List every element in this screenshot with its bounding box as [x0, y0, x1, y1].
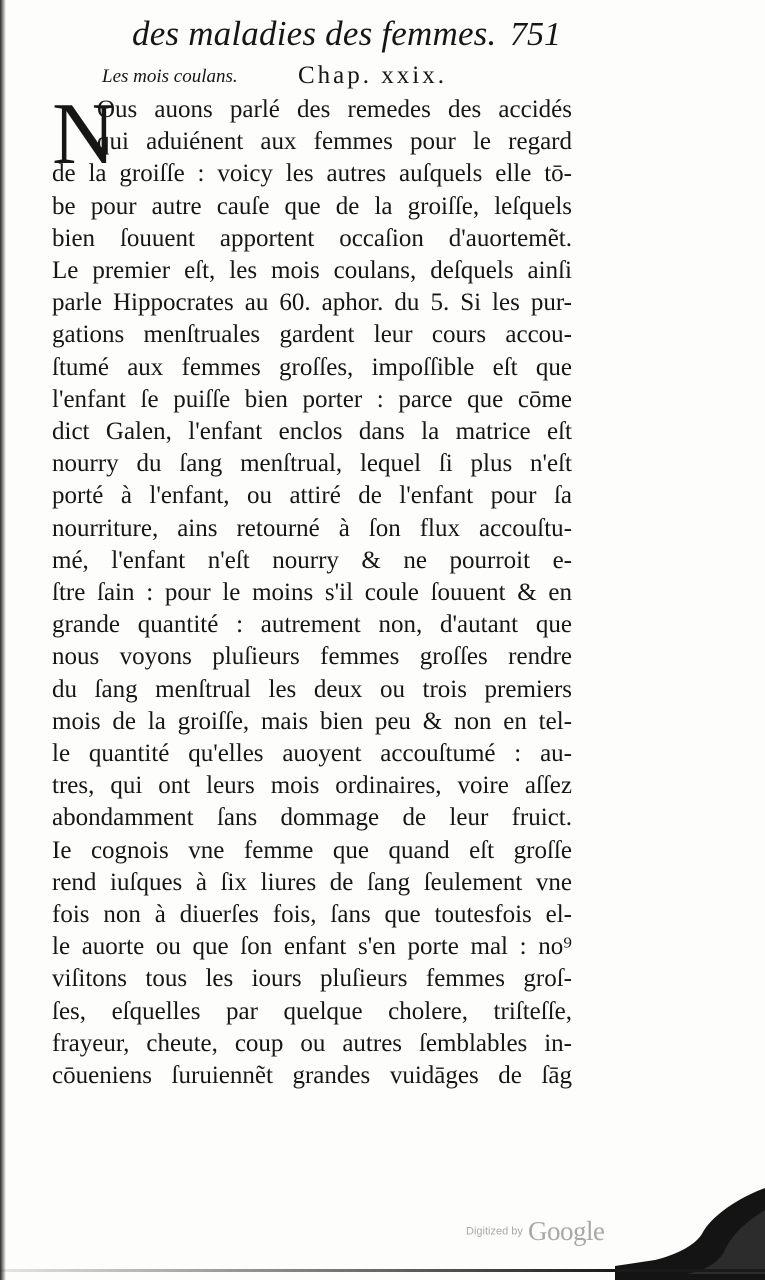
scan-gutter-shadow [0, 0, 6, 1280]
text-line: dict Galen, l'enfant enclos dans la matrice eſt [52, 418, 572, 445]
running-title: des maladies des femmes. [132, 14, 497, 53]
text-line: grande quantité : autrement non, d'autant que [52, 611, 572, 639]
text-line: de la groiſſe : voicy les autres auſquels elle tō- [52, 160, 572, 188]
section-heading-line [102, 62, 562, 92]
page-number: 751 [510, 16, 561, 53]
text-line: ſtre ſain : pour le moins s'il coule ſouuent & en [52, 579, 572, 606]
text-line: nous voyons pluſieurs femmes groſſes rendre [52, 643, 572, 671]
text-line: le auorte ou que ſon enfant s'en porte mal : no⁹ [52, 933, 572, 961]
text-line: viſitons tous les iours pluſieurs femmes groſ- [52, 965, 572, 993]
text-line: frayeur, cheute, coup ou autres ſemblables in- [52, 1029, 572, 1057]
text-line: tres, qui ont leurs mois ordinaires, voire aſſez [52, 772, 572, 800]
text-line: cōueniens ſuruiennẽt grandes vuidāges de ſāg [52, 1062, 572, 1089]
text-line: porté à l'enfant, ou attiré de l'enfant pour ſa [52, 482, 572, 510]
text-line: be pour autre cauſe que de la groiſſe, leſquels [52, 192, 572, 220]
text-line: abondamment ſans dommage de leur fruict. [52, 804, 572, 832]
text-line: l'enfant ſe puiſſe bien porter : parce que cōme [52, 385, 572, 413]
page-binding-curl [615, 1170, 765, 1280]
page-bottom-edge [0, 1269, 765, 1272]
text-line: ſtumé aux femmes groſſes, impoſſible eſt que [52, 353, 572, 381]
text-line: mé, l'enfant n'eſt nourry & ne pourroit e- [52, 546, 572, 574]
text-line: fois non à diuerſes fois, ſans que toutesfois el- [52, 901, 572, 928]
drop-cap: N [52, 86, 116, 183]
digitized-watermark [466, 1216, 604, 1247]
text-line: ſes, eſquelles par quelque cholere, triſteſſe, [52, 997, 572, 1025]
text-line: mois de la groiſſe, mais bien peu & non en tel- [52, 707, 572, 735]
text-line: Ie cognois vne femme que quand eſt groſſe [52, 836, 572, 864]
watermark-prefix: Digitized by [466, 1225, 523, 1238]
text-line: nourriture, ains retourné à ſon flux accouſtu- [52, 514, 572, 542]
watermark-brand: Google [527, 1216, 605, 1246]
text-line: rend iuſques à ſix liures de ſang ſeulement vne [52, 868, 572, 896]
text-line: qui aduiénent aux femmes pour le regard [97, 128, 572, 156]
text-line: du ſang menſtrual les deux ou trois premiers [52, 675, 572, 703]
chapter-heading: Chap. xxix. [298, 62, 447, 89]
text-line: le quantité qu'elles auoyent accouſtumé : au- [52, 740, 572, 767]
text-line: Ous auons parlé des remedes des accidés [97, 96, 572, 123]
text-line: bien ſouuent apportent occaſion d'auortemẽt. [52, 224, 572, 252]
text-line: nourry du ſang menſtrual, lequel ſi plus n'eſt [52, 450, 572, 478]
running-header [132, 14, 592, 62]
text-line: Le premier eſt, les mois coulans, deſquels ainſi [52, 257, 572, 284]
text-line: parle Hippocrates au 60. aphor. du 5. Si les pur- [52, 289, 572, 317]
text-line: gations menſtruales gardent leur cours accou- [52, 321, 572, 349]
section-subject: Les mois coulans. [102, 66, 238, 87]
